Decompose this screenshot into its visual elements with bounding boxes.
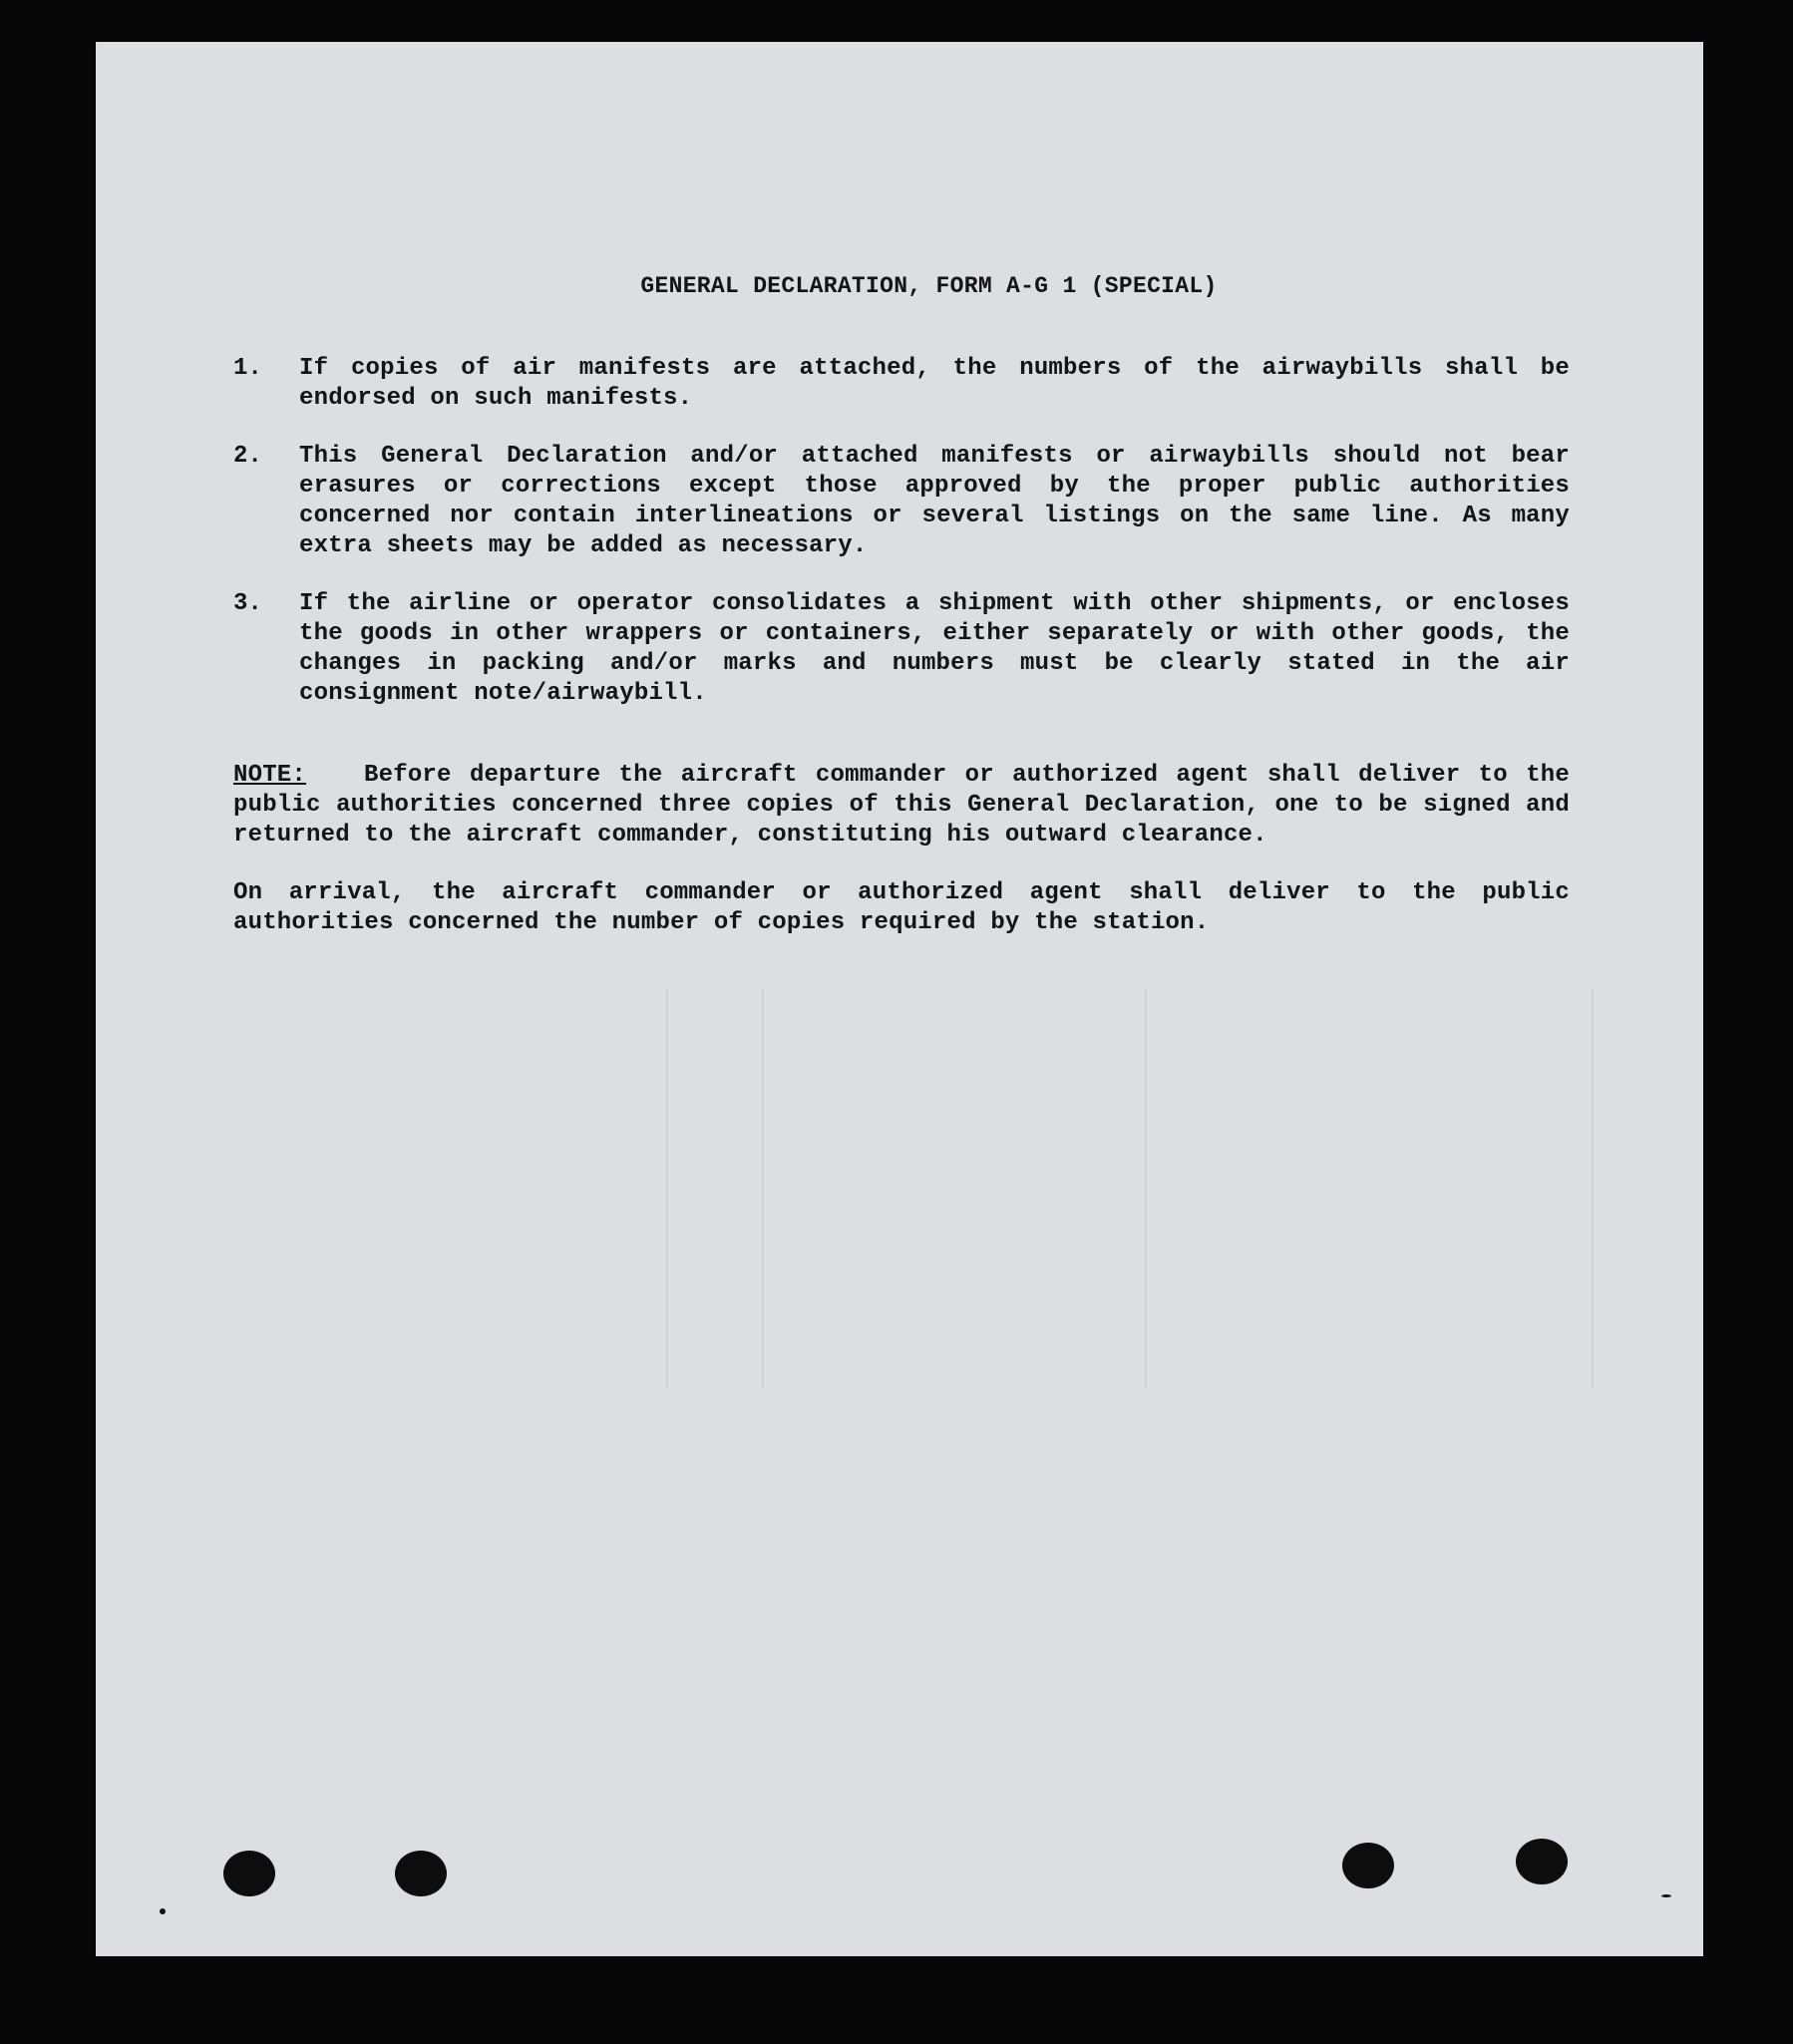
list-item	[233, 354, 1570, 414]
document-title: GENERAL DECLARATION, FORM A-G 1 (SPECIAL)	[640, 273, 1218, 299]
bleed-through-line	[1592, 989, 1594, 1388]
bleed-through-line	[762, 989, 764, 1388]
punch-hole	[1342, 1843, 1394, 1888]
punch-hole	[223, 1851, 275, 1896]
arrival-paragraph: On arrival, the aircraft commander or authorized agent shall deliver to the public authorities concerned the number of copies required by the station.	[233, 879, 1570, 936]
document-body	[233, 273, 1570, 938]
item-text: If copies of air manifests are attached, the numbers of the airwaybills shall be endorsed on such manifests.	[299, 355, 1570, 412]
note-label: NOTE:	[233, 762, 307, 789]
bleed-through-line	[1145, 989, 1147, 1388]
document-page	[96, 42, 1703, 1956]
list-item	[233, 589, 1570, 709]
item-text: If the airline or operator consolidates a shipment with other shipments, or encloses the goods in other wrappers or containers, either separately or with other goods, the changes in packing and/or marks and numbers must be clearly stated in the air consignment note/airwaybill.	[299, 590, 1570, 707]
speck	[1661, 1894, 1671, 1897]
punch-hole	[395, 1851, 447, 1896]
speck	[160, 1908, 166, 1914]
item-number: 3.	[233, 590, 262, 617]
item-number: 1.	[233, 355, 262, 382]
note-text: Before departure the aircraft commander or authorized agent shall deliver to the public authorities concerned three copies of this General Declaration, one to be signed and returned to the aircraft commander, constituting his outward clearance.	[233, 762, 1570, 849]
item-number: 2.	[233, 443, 262, 470]
list-item	[233, 442, 1570, 561]
bleed-through-line	[666, 989, 668, 1388]
punch-hole	[1516, 1839, 1568, 1884]
item-text: This General Declaration and/or attached manifests or airwaybills should not bear erasures or corrections except those approved by the proper public authorities concerned nor contain interlineations or several listings on the same line. As many extra sheets may be added as necessary.	[299, 443, 1570, 559]
note-paragraph	[233, 761, 1570, 851]
